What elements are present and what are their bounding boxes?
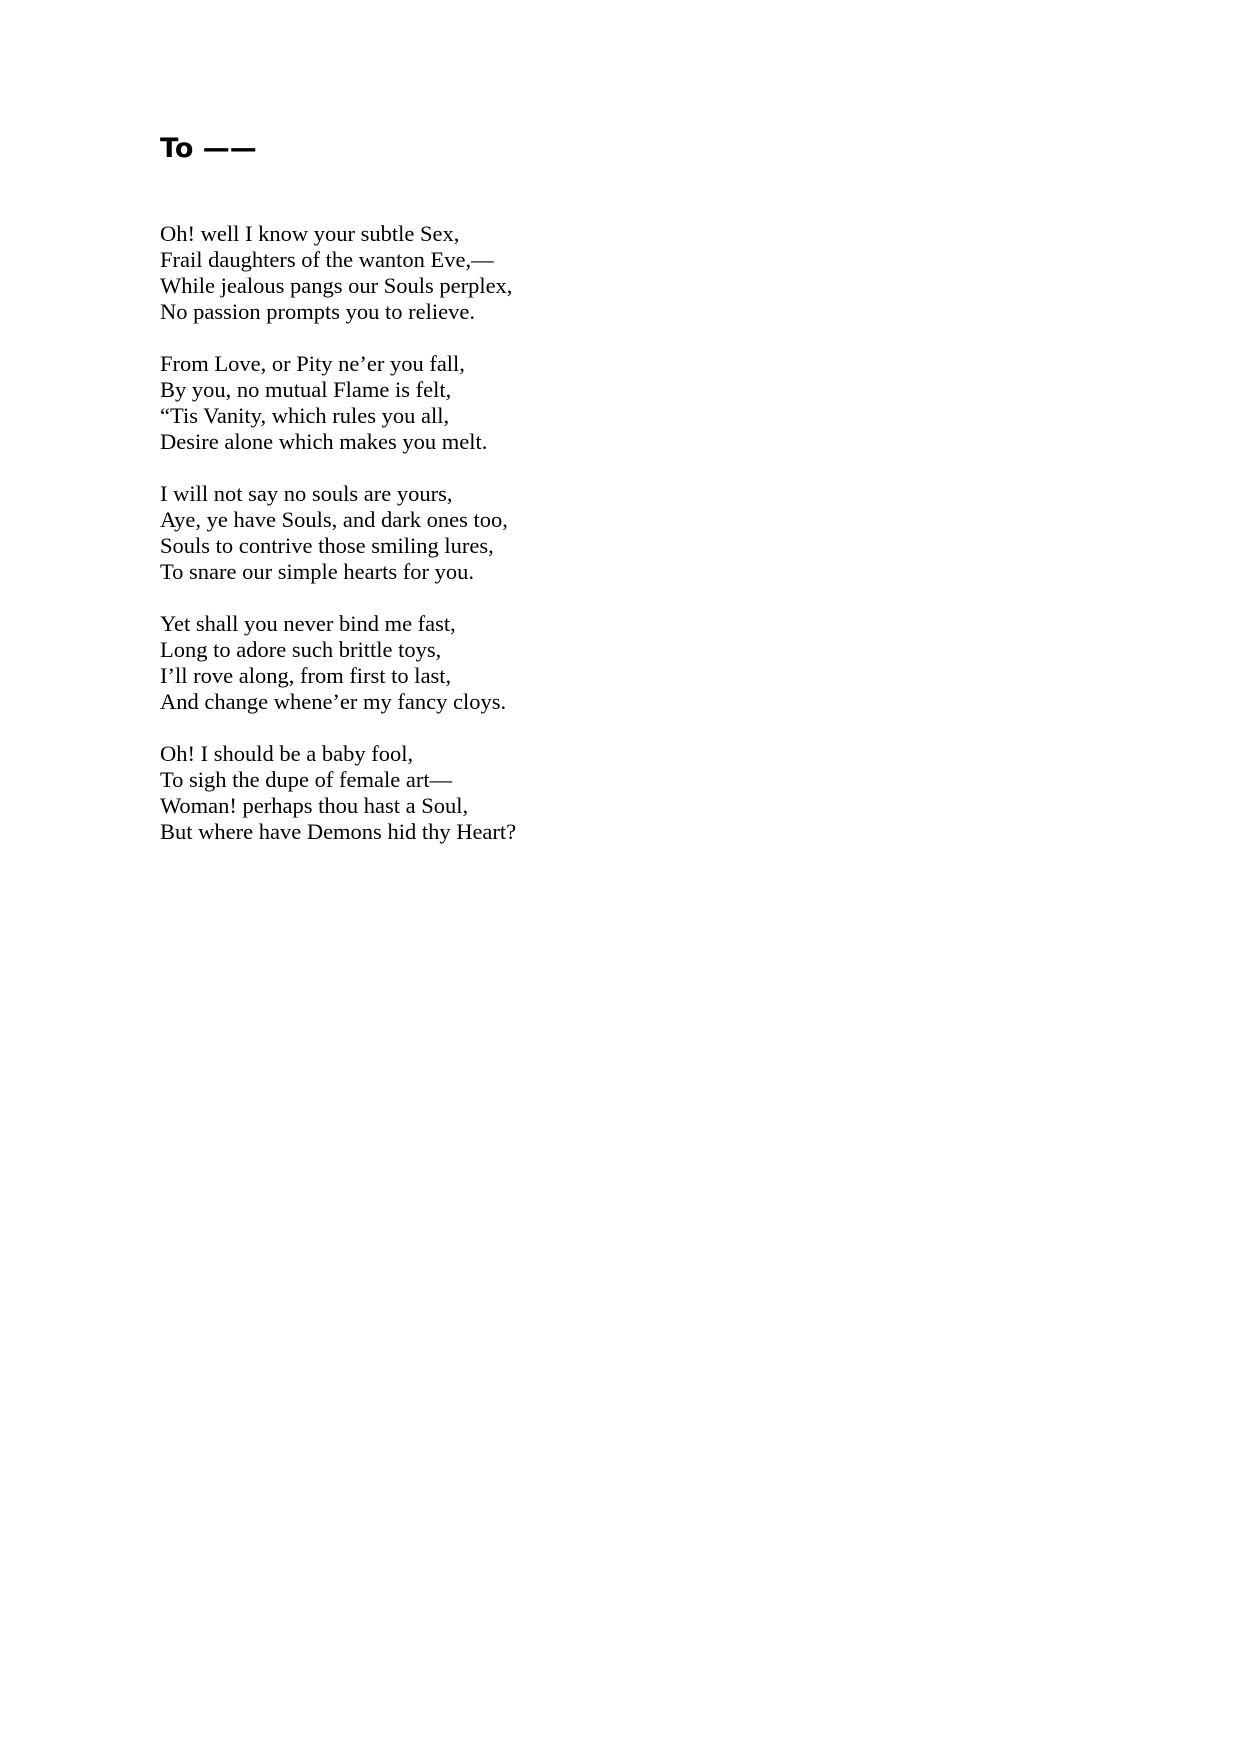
stanza-5: [160, 741, 516, 845]
poem-line: I’ll rove along, from first to last,: [160, 663, 452, 688]
poem-line: Long to adore such brittle toys,: [160, 637, 442, 662]
poem-body: [160, 221, 516, 845]
poem-line: And change whene’er my fancy cloys.: [160, 689, 507, 714]
stanza-3: [160, 481, 516, 585]
poem-line: But where have Demons hid thy Heart?: [160, 819, 517, 844]
poem-line: I will not say no souls are yours,: [160, 481, 453, 506]
poem-line: To sigh the dupe of female art—: [160, 767, 453, 792]
poem-line: Souls to contrive those smiling lures,: [160, 533, 494, 558]
poem-line: Woman! perhaps thou hast a Soul,: [160, 793, 469, 818]
poem-line: Oh! well I know your subtle Sex,: [160, 221, 460, 246]
stanza-2: [160, 351, 516, 455]
poem-line: No passion prompts you to relieve.: [160, 299, 475, 324]
poem-line: Frail daughters of the wanton Eve,—: [160, 247, 494, 272]
poem-line: Aye, ye have Souls, and dark ones too,: [160, 507, 508, 532]
poem-line: Desire alone which makes you melt.: [160, 429, 488, 454]
poem-line: To snare our simple hearts for you.: [160, 559, 474, 584]
stanza-1: [160, 221, 516, 325]
poem-line: By you, no mutual Flame is felt,: [160, 377, 452, 402]
poem-line: Yet shall you never bind me fast,: [160, 611, 456, 636]
poem-line: From Love, or Pity ne’er you fall,: [160, 351, 465, 376]
stanza-4: [160, 611, 516, 715]
poem-line: While jealous pangs our Souls perplex,: [160, 273, 513, 298]
poem-line: Oh! I should be a baby fool,: [160, 741, 414, 766]
poem-title: To ——: [160, 133, 257, 164]
poem-line: “Tis Vanity, which rules you all,: [160, 403, 450, 428]
